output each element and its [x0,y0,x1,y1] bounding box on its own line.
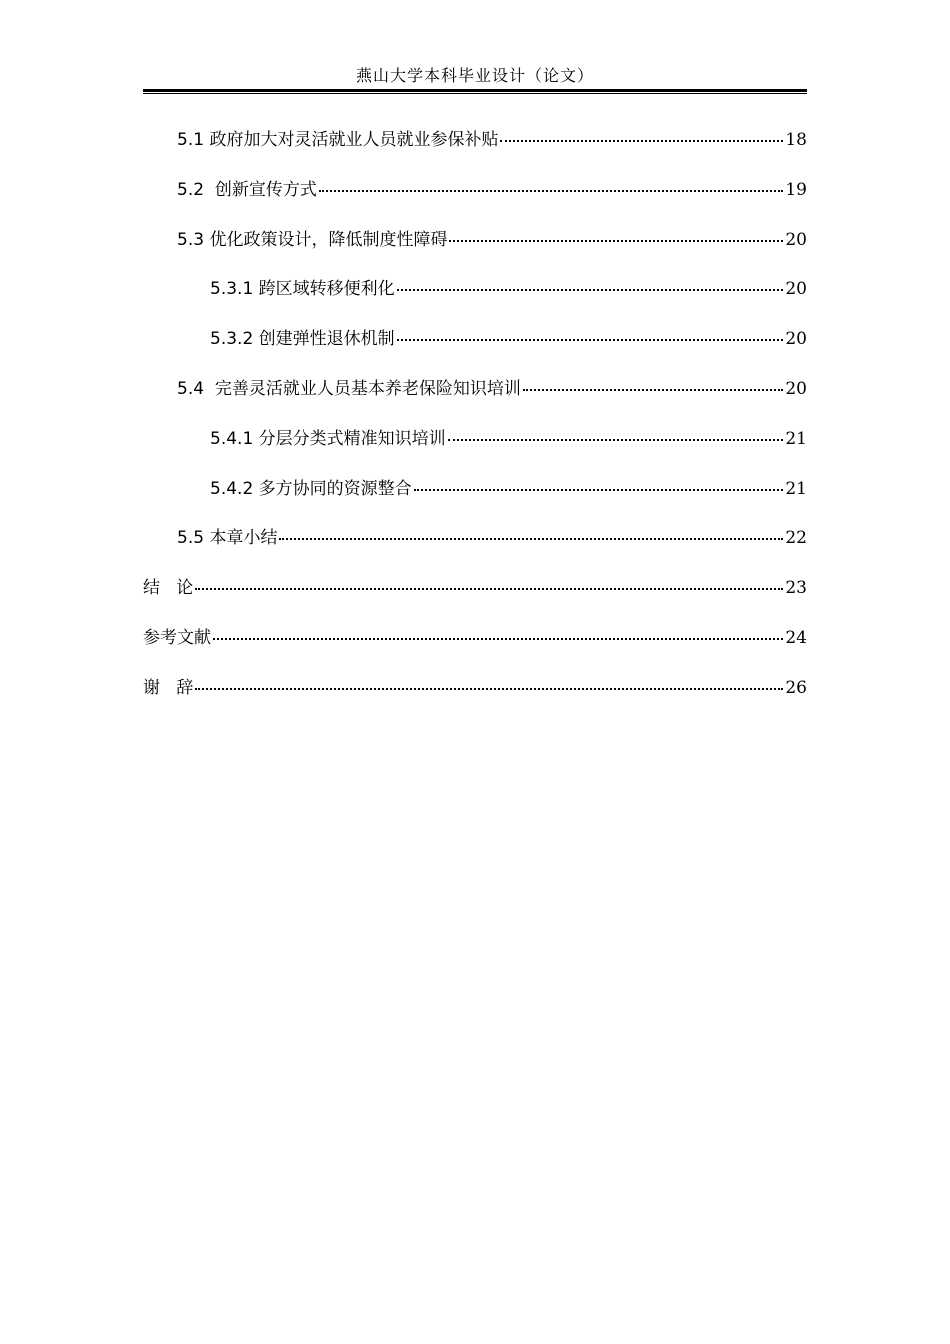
toc-entry-label: 5.3.1 跨区域转移便利化 [210,279,395,300]
toc-entry-page: 21 [785,428,807,449]
toc-entry-page: 20 [785,378,807,399]
toc-entry-acknowledgements[interactable] [143,676,807,726]
toc-entry-5-4-1[interactable] [143,427,807,477]
toc-entry-label: 参考文献 [143,627,211,648]
toc-entry-5-3-1[interactable] [143,277,807,327]
toc-dot-leader [195,587,783,590]
toc-entry-label: 5.3.2 创建弹性退休机制 [210,329,395,350]
toc-entry-label: 5.1 政府加大对灵活就业人员就业参保补贴 [177,130,499,150]
toc-dot-leader [449,239,783,242]
header-rule-thick [143,89,807,92]
toc-entry-label: 5.5 本章小结 [177,528,278,549]
toc-dot-leader [523,388,783,391]
table-of-contents [143,128,807,726]
toc-dot-leader [319,189,783,192]
toc-dot-leader [195,687,783,690]
toc-entry-label: 5.4.2 多方协同的资源整合 [210,478,412,499]
toc-entry-page: 26 [785,677,807,698]
running-header: 燕山大学本科毕业设计（论文） [355,66,594,85]
toc-dot-leader [414,488,783,491]
toc-entry-page: 20 [785,279,807,300]
toc-entry-5-2[interactable] [143,178,807,228]
toc-entry-page: 20 [785,229,807,250]
toc-entry-label: 谢 辞 [143,677,194,698]
toc-entry-5-3-2[interactable] [143,327,807,377]
toc-dot-leader [397,288,783,291]
toc-entry-label: 5.4.1 分层分类式精准知识培训 [210,428,446,449]
toc-entry-references[interactable] [143,626,807,676]
toc-dot-leader [279,537,783,540]
toc-entry-page: 19 [785,179,807,200]
toc-dot-leader [397,338,783,341]
header-rule-thin [143,93,807,94]
toc-entry-page: 22 [785,528,807,549]
toc-entry-label: 结 论 [143,578,194,599]
toc-entry-label: 5.2 创新宣传方式 [177,179,317,200]
toc-dot-leader [448,438,783,441]
toc-entry-5-3[interactable] [143,228,807,278]
toc-entry-5-4[interactable] [143,377,807,427]
toc-entry-5-4-2[interactable] [143,477,807,527]
toc-entry-conclusion[interactable] [143,576,807,626]
toc-entry-page: 23 [785,578,807,599]
toc-dot-leader [500,139,783,142]
toc-dot-leader [213,637,783,640]
toc-entry-page: 20 [785,329,807,350]
toc-entry-page: 21 [785,478,807,499]
toc-entry-page: 24 [785,627,807,648]
toc-entry-label: 5.3 优化政策设计，降低制度性障碍 [177,229,448,250]
toc-entry-page: 18 [785,130,807,150]
toc-entry-5-5[interactable] [143,526,807,576]
toc-entry-5-1[interactable] [143,128,807,178]
toc-entry-label: 5.4 完善灵活就业人员基本养老保险知识培训 [177,378,521,399]
